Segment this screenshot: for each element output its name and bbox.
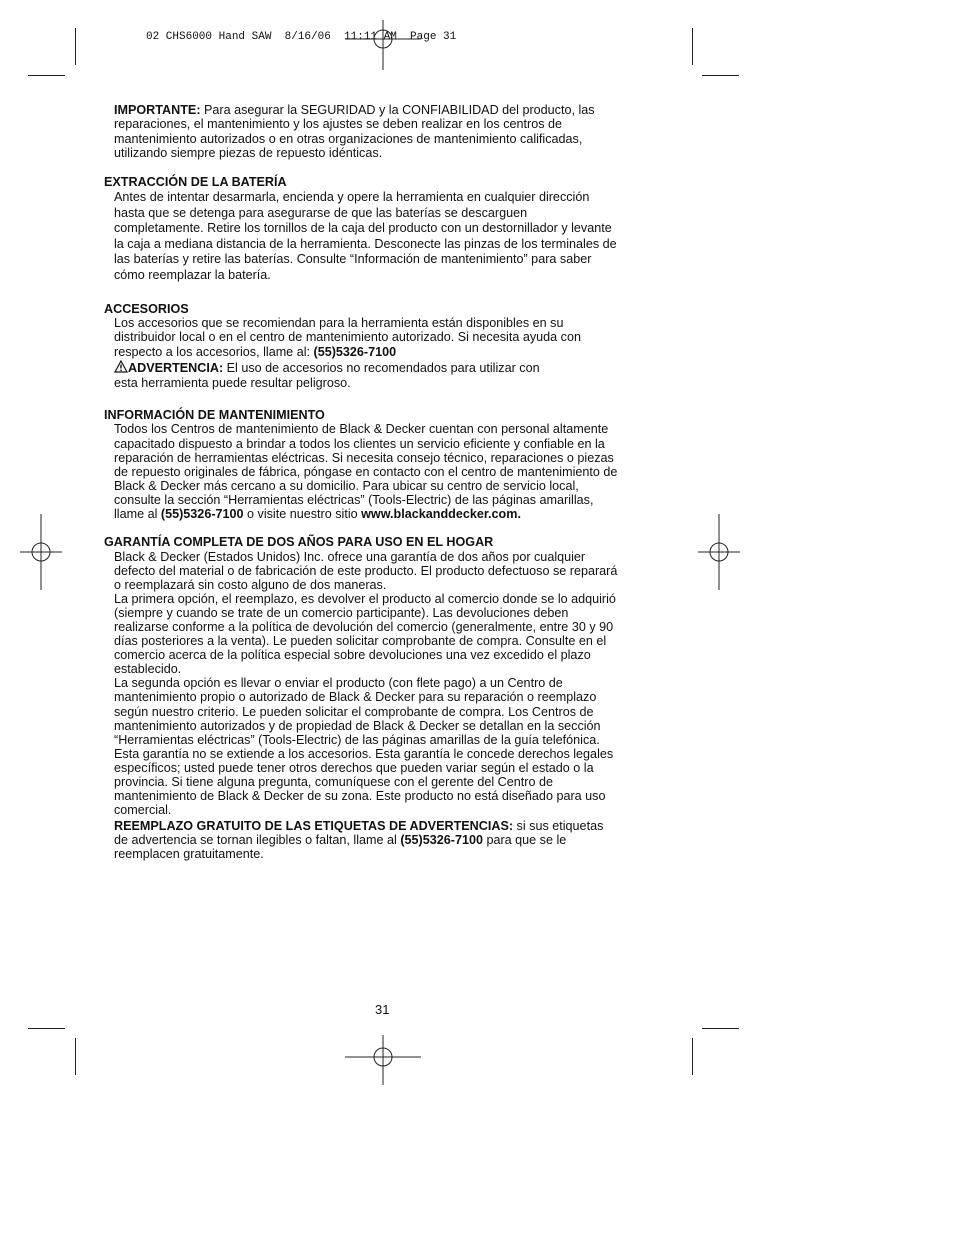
crop-mark [692,28,693,65]
section-heading-garantia: GARANTÍA COMPLETA DE DOS AÑOS PARA USO EN EL HOGAR [104,535,494,550]
page-number: 31 [375,1002,390,1017]
reemplazo-paragraph: REEMPLAZO GRATUITO DE LAS ETIQUETAS DE ADVERTENCIAS: si sus etiquetas de advertencia se tornan ilegibles o faltan, llame al (55)5326-7100 para que se le reemplacen gratuitamente. [114,819,604,862]
crop-mark [75,1038,76,1075]
print-slug: 02 CHS6000 Hand SAW 8/16/06 11:11 AM Page 31 [146,31,457,43]
crop-mark [28,75,65,76]
crop-mark [702,1028,739,1029]
section-heading-bateria: EXTRACCIÓN DE LA BATERÍA [104,174,287,189]
website-link: www.blackanddecker.com. [361,507,521,521]
warning-triangle-icon [114,360,128,373]
reemplazo-label: REEMPLAZO GRATUITO DE LAS ETIQUETAS DE ADVERTENCIAS: [114,819,514,834]
crop-mark [692,1038,693,1075]
importante-paragraph: IMPORTANTE: Para asegurar la SEGURIDAD y la CONFIABILIDAD del producto, las reparaciones, el mantenimiento y los ajustes se deben realizar en los centros de mantenimiento autorizados o en otras organizaciones de mantenimiento calificadas, utilizando siempre piezas de repuesto idénticas. [114,103,595,161]
phone-number: (55)5326-7100 [400,833,483,848]
phone-number: (55)5326-7100 [160,507,244,521]
section-heading-mantenimiento: INFORMACIÓN DE MANTENIMIENTO [104,408,325,423]
crop-mark [702,75,739,76]
registration-mark-icon [698,514,740,590]
warning-line: ADVERTENCIA: El uso de accesorios no recomendados para utilizar con [104,360,666,375]
crop-mark [75,28,76,65]
registration-mark-icon [345,20,421,70]
garantia-paragraph: Black & Decker (Estados Unidos) Inc. ofrece una garantía de dos años por cualquier defecto del material o de fabricación de este producto. El producto defectuoso se reparará o reemplazará sin costo alguno de dos maneras. La primera opción, el reemplazo, es devolver el producto al comercio donde se lo adquirió (siempre y cuando se trate de un comercio participante). Las devoluciones deben realizarse conforme a la política de devolución del comercio (generalmente, entre 30 y 90 días posteriores a la venta). Le pueden solicitar comprobante de compra. Consulte en el comercio acerca de la política especial sobre devoluciones una vez excedido el plazo establecido. La segunda opción es llevar o enviar el producto (con flete pago) a un Centro de mantenimiento propio o autorizado de Black & Decker para su reparación o reemplazo según nuestro criterio. Le pueden solicitar el comprobante de compra. Los Centros de mantenimiento autorizados y de propiedad de Black & Decker se detallan en la sección “Herramientas eléctricas” (Tools-Electric) de las páginas amarillas de la guía telefónica. Esta garantía no se extiende a los accesorios. Esta garantía le concede derechos legales específicos; usted puede tener otros derechos que pueden variar según el estado o la provincia. Si tiene alguna pregunta, comuníquese con el gerente del Centro de mantenimiento de Black & Decker de su zona. Este producto no está diseñado para uso comercial. [114,549,618,818]
mantenimiento-paragraph: Todos los Centros de mantenimiento de Black & Decker cuentan con personal altamente capacitado dispuesto a brindar a todos los clientes un servicio eficiente y confiable en la reparación de herramientas eléctricas. Si necesita consejo técnico, reparaciones o piezas de repuesto originales de fábrica, póngase en contacto con el centro de mantenimiento de Black & Decker más cercano a su domicilio. Para ubicar su centro de servicio local, consulte la sección “Herramientas eléctricas” (Tools-Electric) de las páginas amarillas, llame al (55)5326-7100 o visite nuestro sitio www.blackanddecker.com. [114,422,618,521]
registration-mark-icon [20,514,62,590]
accesorios-paragraph: Los accesorios que se recomiendan para la herramienta están disponibles en su distribuidor local o en el centro de mantenimiento autorizado. Si necesita ayuda con respecto a los accesorios, llame al: (55)5326-7100 [114,316,581,359]
phone-number: (55)5326-7100 [313,344,397,359]
document-body: IMPORTANTE: Para asegurar la SEGURIDAD y la CONFIABILIDAD del producto, las reparaciones, el mantenimiento y los ajustes se deben realizar en los centros de mantenimiento autorizados o en otras organizaciones de mantenimiento calificadas, utilizando siempre piezas de repuesto idénticas. EXTRACCIÓN DE LA BATERÍA Antes de intentar desarmarla, encienda y opere la herramienta en cualquier dirección hasta que se detenga para asegurarse de que las baterías se descarguen completamente. Retire los tornillos de la caja del producto con un destornillador y levante la caja a mediana distancia de la herramienta. Desconecte las pinzas de los terminales de las baterías y retire las baterías. Consulte “Información de mantenimiento” para saber cómo reemplazar la batería. ACCESORIOS Los accesorios que se recomiendan para la herramienta están disponibles en su distribuidor local o en el centro de mantenimiento autorizado. Si necesita ayuda con respecto a los accesorios, llame al: (55)5326-7100 ADVERTENCIA: El uso de accesorios no recomendados para utilizar con esta herramienta puede resultar peligroso. INFORMACIÓN DE MANTENIMIENTO Todos los Centros de mantenimiento de Black & Decker cuentan con personal altamente capacitado dispuesto a brindar a todos los clientes un servicio eficiente y confiable en la reparación de herramientas eléctricas. Si necesita consejo técnico, reparaciones o piezas de repuesto originales de fábrica, póngase en contacto con el centro de mantenimiento de Black & Decker más cercano a su domicilio. Para ubicar su centro de servicio local, consulte la sección “Herramientas eléctricas” (Tools-Electric) de las páginas amarillas, llame al (55)5326-7100 o visite nuestro sitio www.blackanddecker.com. GARANTÍA COMPLETA DE DOS AÑOS PARA USO EN EL HOGAR Black & Decker (Estados Unidos) Inc. ofrece una garantía de dos años por cualquier defecto del material o de fabricación de este producto. El producto defectuoso se reparará o reemplazará sin costo alguno de dos maneras. La primera opción, el reemplazo, es devolver el producto al comercio donde se lo adquirió (siempre y cuando se trate de un comercio participante). Las devoluciones deben realizarse conforme a la política de devolución del comercio (generalmente, entre 30 y 90 días posteriores a la venta). Le pueden solicitar comprobante de compra. Consulte en el comercio acerca de la política especial sobre devoluciones una vez excedido el plazo establecido. La segunda opción es llevar o enviar el producto (con flete pago) a un Centro de mantenimiento propio o autorizado de Black & Decker para su reparación o reemplazo según nuestro criterio. Le pueden solicitar el comprobante de compra. Los Centros de mantenimiento autorizados y de propiedad de Black & Decker se detallan en la sección “Herramientas eléctricas” (Tools-Electric) de las páginas amarillas de la guía telefónica. Esta garantía no se extiende a los accesorios. Esta garantía le concede derechos legales específicos; usted puede tener otros derechos que pueden variar según el estado o la provincia. Si tiene alguna pregunta, comuníquese con el gerente del Centro de mantenimiento de Black & Decker de su zona. Este producto no está diseñado para uso comercial. REEMPLAZO GRATUITO DE LAS ETIQUETAS DE ADVERTENCIAS: si sus etiquetas de advertencia se tornan ilegibles o faltan, llame al (55)5326-7100 para que se le reemplacen gratuitamente. [104,103,666,862]
importante-label: IMPORTANTE: [114,103,201,117]
bateria-paragraph: Antes de intentar desarmarla, encienda y opere la herramienta en cualquier dirección hasta que se detenga para asegurarse de que las baterías se descarguen completamente. Retire los tornillos de la caja del producto con un destornillador y levante la caja a mediana distancia de la herramienta. Desconecte las pinzas de los terminales de las baterías y retire las baterías. Consulte “Información de mantenimiento” para saber cómo reemplazar la batería. [114,190,617,282]
crop-mark [28,1028,65,1029]
advertencia-label: ADVERTENCIA: [128,361,224,376]
section-heading-accesorios: ACCESORIOS [104,301,189,316]
registration-mark-icon [345,1035,421,1085]
